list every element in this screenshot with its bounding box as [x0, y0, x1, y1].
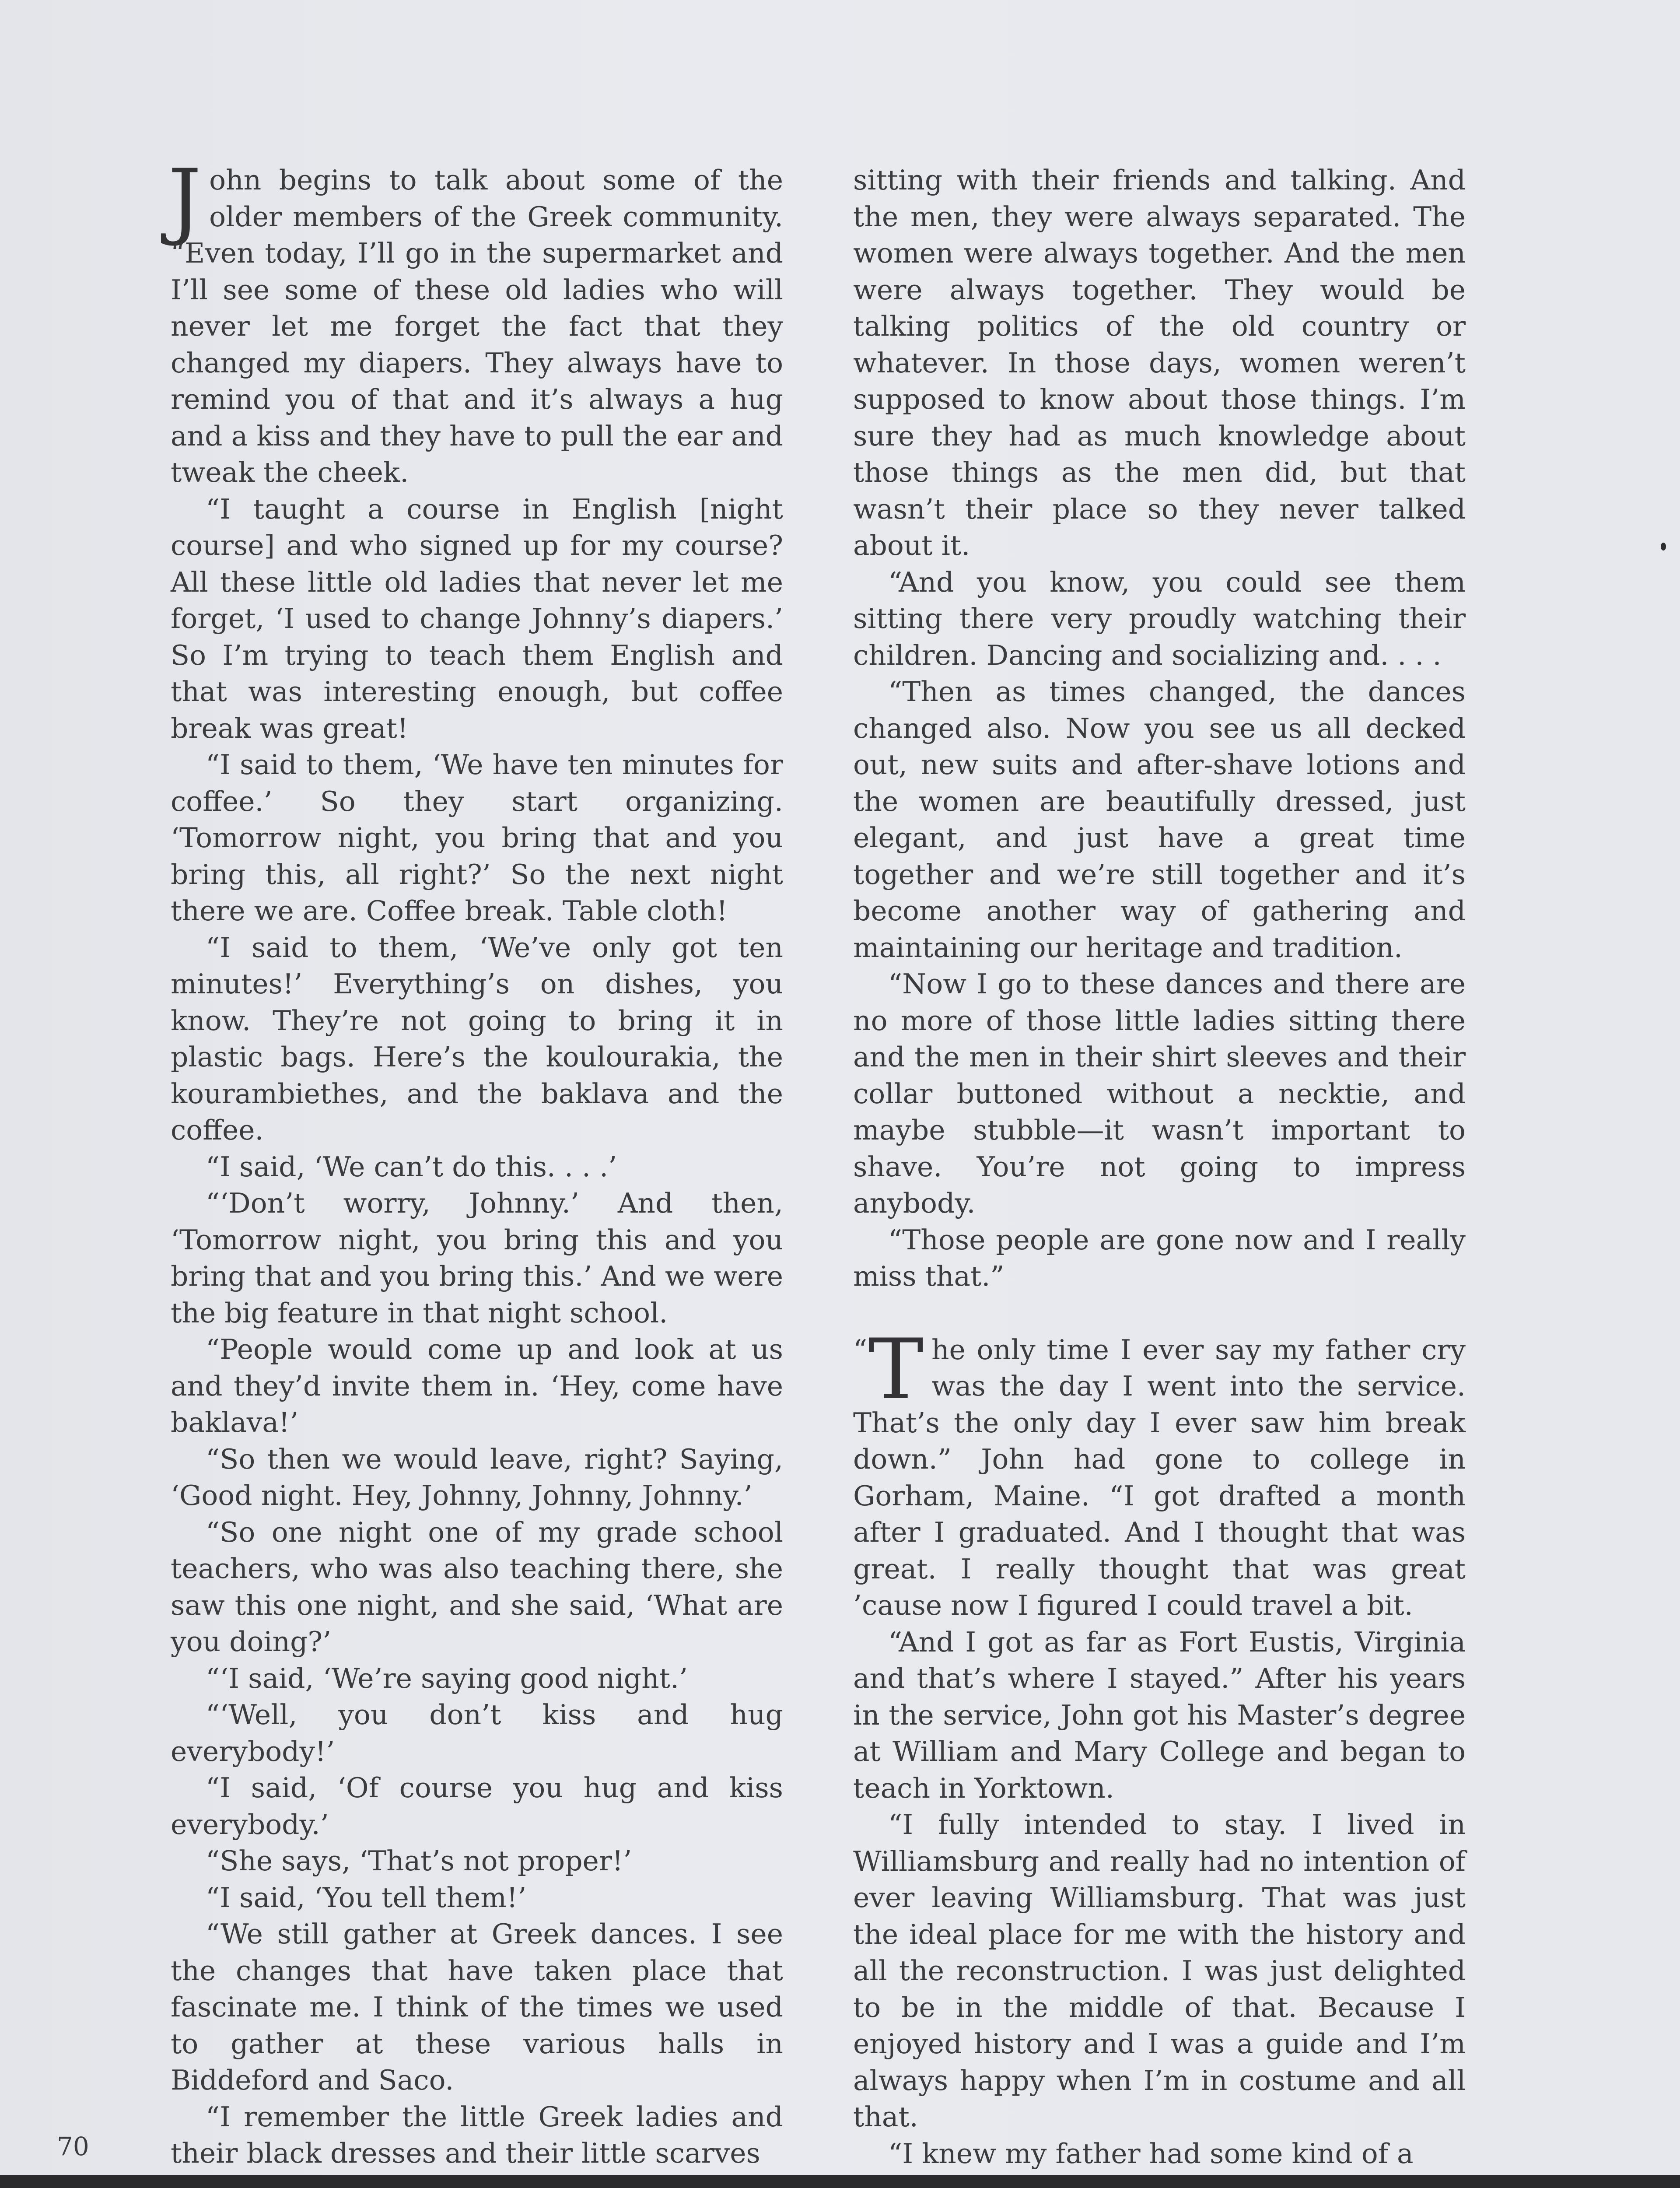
paragraph: “‘Well, you don’t kiss and hug everybody!’	[171, 1699, 783, 1767]
paragraph: “I said, ‘You tell them!’	[206, 1881, 527, 1914]
section-opening-paragraph	[853, 1321, 1466, 1624]
page-number: 70	[57, 2132, 89, 2161]
opening-paragraph	[168, 151, 783, 491]
paragraph: “I said to them, ‘We have ten minutes for coffee.’ So they start organizing. ‘Tomorrow night, you bring that and you bring this, all right?’ So the next night there we are. Coffee break. Table cloth!	[171, 749, 783, 927]
scan-speck	[1661, 543, 1666, 551]
paragraph: “We still gather at Greek dances. I see the changes that have taken place that fascinate me. I think of the times we used to gather at these various halls in Biddeford and Saco.	[171, 1918, 783, 2096]
paragraph: “I fully intended to stay. I lived in Williamsburg and really had no intention of ever leaving Williamsburg. That was just the ideal place for me with the history and all the reconstruction. I was just delighted to be in the middle of that. Because I enjoyed history and I was a guide and I’m always happy when I’m in costume and all that.	[853, 1809, 1466, 2133]
right-column	[853, 162, 1466, 2172]
scan-bottom-edge	[0, 2175, 1680, 2188]
paragraph: “And you know, you could see them sitting there very proudly watching their children. Dancing and socializing and. . . .	[853, 566, 1466, 671]
paragraph: “I knew my father had some kind of a	[888, 2137, 1414, 2170]
paragraph: “And I got as far as Fort Eustis, Virginia and that’s where I stayed.” After his years in the service, John got his Master’s degree at William and Mary College and began to teach in Yorktown.	[853, 1626, 1466, 1804]
paragraph: “I said, ‘We can’t do this. . . .’	[206, 1150, 617, 1183]
paragraph: “I taught a course in English [night course] and who signed up for my course? All these little old ladies that never let me forget, ‘I used to change Johnny’s diapers.’ So I’m trying to teach them English and that was interesting enough, but coffee break was great!	[171, 493, 783, 744]
paragraph: “‘I said, ‘We’re saying good night.’	[206, 1662, 688, 1694]
paragraph: “People would come up and look at us and they’d invite them in. ‘Hey, come have baklava!’	[171, 1333, 783, 1438]
continuation-paragraph: sitting with their friends and talking. And the men, they were always separated. The women were always together. And the men were always together. They would be talking politics of the old country or whatever. In those days, women weren’t supposed to know about those things. I’m sure they had as much knowledge about those things as the men did, but that wasn’t their place so they never talked about it.	[853, 164, 1466, 561]
drop-cap: J	[168, 151, 202, 248]
paragraph: “So one night one of my grade school teachers, who was also teaching there, she saw this one night, and she said, ‘What are you doing?’	[171, 1516, 783, 1658]
paragraph: “Then as times changed, the dances changed also. Now you see us all decked out, new suits and after-shave lotions and the women are beautifully dressed, just elegant, and just have a great time together and we’re still together and it’s become another way of gathering and maintaining our heritage and tradition.	[853, 676, 1466, 964]
paragraph: “So then we would leave, right? Saying, ‘Good night. Hey, Johnny, Johnny, Johnny.’	[171, 1443, 783, 1511]
paragraph: “I said, ‘Of course you hug and kiss everybody.’	[171, 1772, 783, 1841]
paragraph: “I remember the little Greek ladies and their black dresses and their little scarves	[171, 2100, 783, 2169]
paragraph: “Now I go to these dances and there are no more of those little ladies sitting there and the men in their shirt sleeves and their collar buttoned without a necktie, and maybe stubble—it wasn’t important to shave. You’re not going to impress anybody.	[853, 968, 1466, 1219]
section-drop-cap: T	[868, 1321, 924, 1418]
opening-quote-mark: “	[853, 1333, 868, 1366]
paragraph: “Those people are gone now and I really miss that.”	[853, 1224, 1466, 1292]
opening-text: ohn begins to talk about some of the older members of the Greek community. “Even today, I’ll go in the supermarket and I’ll see some of these old ladies who will never let me forget the fact that they changed my diapers. They always have to remind you of that and it’s always a hug and a kiss and they have to pull the ear and tweak the cheek.	[171, 164, 783, 488]
paragraph: “I said to them, ‘We’ve only got ten minutes!’ Everything’s on dishes, you know. They’re not going to bring it in plastic bags. Here’s the koulourakia, the kourambiethes, and the baklava and the coffee.	[171, 931, 783, 1146]
paragraph: “She says, ‘That’s not proper!’	[206, 1845, 632, 1877]
left-column	[168, 151, 783, 2172]
section-opening-text: he only time I ever say my father cry was the day I went into the service. That’s the only day I ever saw him break down.” John had gone to college in Gorham, Maine. “I got drafted a month after I graduated. And I thought that was great. I really thought that was great ’cause now I figured I could travel a bit.	[853, 1333, 1466, 1621]
paragraph: “‘Don’t worry, Johnny.’ And then, ‘Tomorrow night, you bring this and you bring that and you bring this.’ And we were the big feature in that night school.	[171, 1187, 783, 1329]
